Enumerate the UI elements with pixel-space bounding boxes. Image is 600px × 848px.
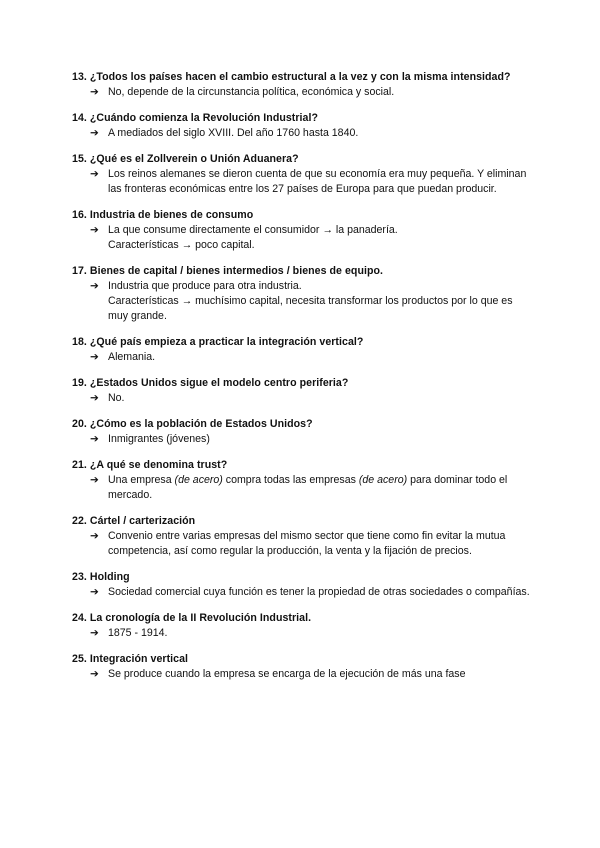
answer-text: Inmigrantes (jóvenes) [108,433,210,445]
question-heading: 24. La cronología de la II Revolución Industrial. [72,612,312,624]
answer-row [72,350,532,365]
answer-row [72,85,532,100]
answer-block [72,391,532,406]
question-item-21 [72,458,532,503]
answer-block [72,473,532,503]
question-heading: 13. ¿Todos los países hacen el cambio estructural a la vez y con la misma intensidad? [72,71,511,83]
question-heading: 20. ¿Cómo es la población de Estados Unidos? [72,418,313,430]
answer-text: 1875 - 1914. [108,627,168,639]
arrow-bullet-icon: ➔ [90,280,99,292]
answer-text: Alemania. [108,351,156,363]
answer-text-italic: (de acero) [174,474,223,486]
arrow-bullet-icon: ➔ [90,627,99,639]
question-item-14 [72,111,532,141]
arrow-bullet-icon: ➔ [90,224,99,236]
answer-block [72,279,532,324]
question-item-15 [72,152,532,197]
answer-text: La que consume directamente el consumidor → la panadería. [108,224,398,236]
answer-text-group [108,223,532,253]
question-item-25 [72,652,532,682]
answer-text: A mediados del siglo XVIII. Del año 1760 hasta 1840. [108,127,359,139]
answer-block [72,350,532,365]
answer-text-part: Una empresa [108,474,175,486]
answer-block [72,223,532,253]
answer-row [72,126,532,141]
question-heading: 18. ¿Qué país empieza a practicar la integración vertical? [72,336,364,348]
answer-text: No, depende de la circunstancia política, económica y social. [108,86,395,98]
question-heading: 19. ¿Estados Unidos sigue el modelo centro periferia? [72,377,349,389]
question-heading: 16. Industria de bienes de consumo [72,209,254,221]
answer-row [72,432,532,447]
arrow-bullet-icon: ➔ [90,474,99,486]
answer-continuation: Características → muchísimo capital, necesita transformar los productos por lo que es muy grande. [108,295,513,322]
answer-row [72,223,532,253]
question-heading: 21. ¿A qué se denomina trust? [72,459,228,471]
answer-text-italic: (de acero) [358,474,408,486]
arrow-bullet-icon: ➔ [90,392,99,404]
answer-row [72,167,532,197]
answer-text: Industria que produce para otra industria. [108,280,302,292]
answer-block [72,85,532,100]
question-item-19 [72,376,532,406]
answer-text: Convenio entre varias empresas del mismo sector que tiene como fin evitar la mutua competencia, así como regular la producción, la venta y la fijación de precios. [108,530,506,557]
arrow-bullet-icon: ➔ [90,127,99,139]
question-item-13 [72,70,532,100]
question-item-17 [72,264,532,324]
question-heading: 23. Holding [72,571,130,583]
answer-block [72,529,532,559]
answer-text: Sociedad comercial cuya función es tener la propiedad de otras sociedades o compañías. [108,586,530,598]
answer-text-part: compra todas las empresas [222,474,359,486]
question-list [72,70,532,693]
arrow-bullet-icon: ➔ [90,351,99,363]
question-heading: 14. ¿Cuándo comienza la Revolución Industrial? [72,112,318,124]
question-heading: 15. ¿Qué es el Zollverein o Unión Aduanera? [72,153,299,165]
answer-text-group [108,279,532,324]
arrow-bullet-icon: ➔ [90,668,99,680]
arrow-bullet-icon: ➔ [90,86,99,98]
question-item-23 [72,570,532,600]
answer-block [72,585,532,600]
answer-block [72,667,532,682]
arrow-bullet-icon: ➔ [90,586,99,598]
arrow-bullet-icon: ➔ [90,530,99,542]
answer-text: No. [108,392,125,404]
answer-block [72,167,532,197]
answer-text: Se produce cuando la empresa se encarga de la ejecución de más una fase [108,668,466,680]
question-item-24 [72,611,532,641]
answer-block [72,432,532,447]
question-item-18 [72,335,532,365]
question-item-20 [72,417,532,447]
answer-text: Los reinos alemanes se dieron cuenta de que su economía era muy pequeña. Y eliminan las fronteras económicas entre los 27 países de Europa para que puedan producir. [108,168,527,195]
answer-row [72,473,532,503]
question-heading: 25. Integración vertical [72,653,189,665]
answer-text-part: para dominar todo el mercado. [108,474,508,501]
question-item-22 [72,514,532,559]
answer-text [108,473,532,503]
answer-continuation: Características → poco capital. [108,239,255,251]
answer-row [72,279,532,324]
answer-row [72,585,532,600]
answer-row [72,667,532,682]
answer-row [72,626,532,641]
arrow-bullet-icon: ➔ [90,168,99,180]
arrow-bullet-icon: ➔ [90,433,99,445]
answer-block [72,126,532,141]
question-heading: 22. Cártel / carterización [72,515,196,527]
answer-block [72,626,532,641]
answer-row [72,391,532,406]
question-heading: 17. Bienes de capital / bienes intermedios / bienes de equipo. [72,265,384,277]
question-item-16 [72,208,532,253]
answer-row [72,529,532,559]
